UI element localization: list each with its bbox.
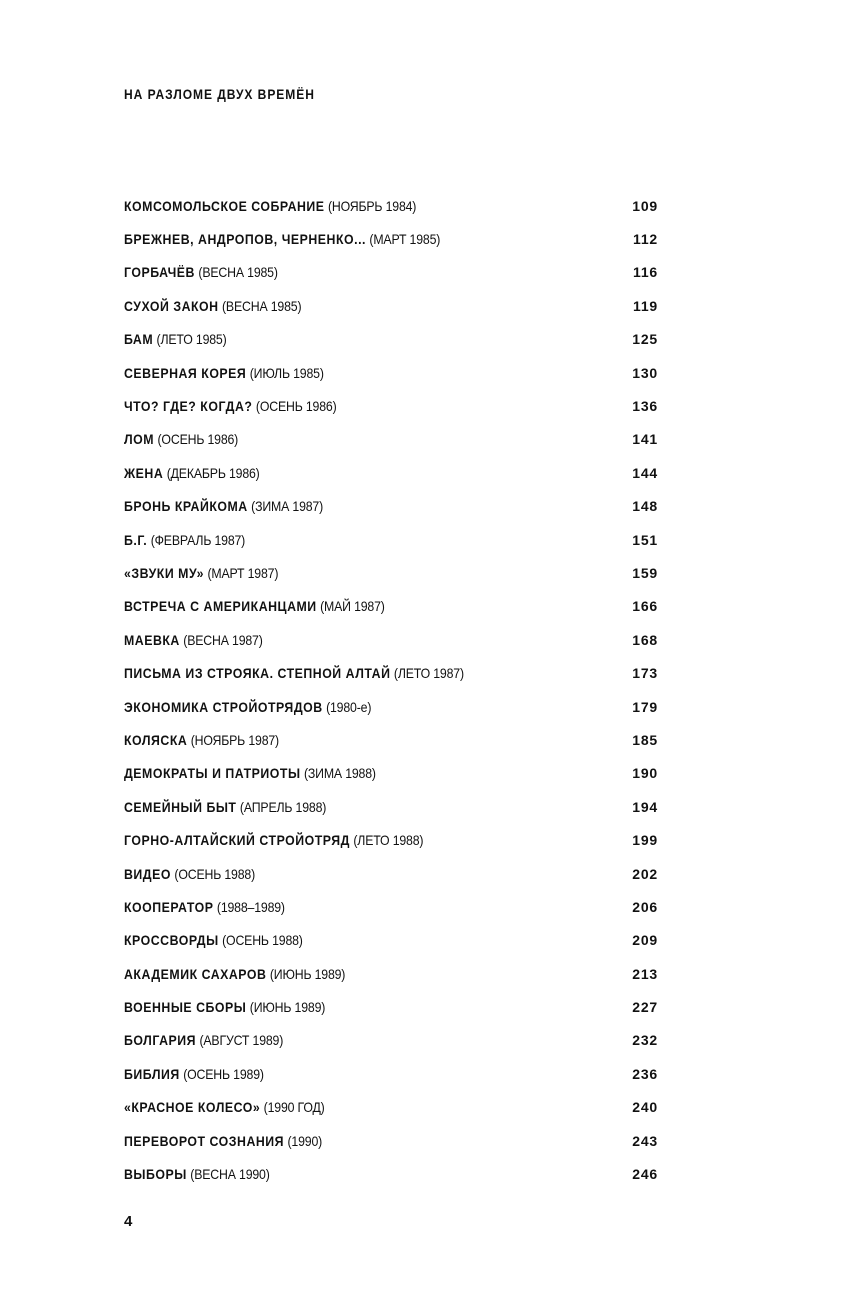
toc-entry-text <box>124 264 278 280</box>
toc-entry-title: КРОССВОРДЫ <box>124 932 219 949</box>
toc-entry <box>124 423 658 456</box>
toc-entry-page-number: 227 <box>632 999 658 1016</box>
toc-entry-page-number: 194 <box>632 798 658 815</box>
toc-entry-date: (ФЕВРАЛЬ 1987) <box>150 531 246 548</box>
toc-entry-page-number: 109 <box>632 197 658 214</box>
toc-entry-text <box>124 732 279 748</box>
toc-entry-title: КОЛЯСКА <box>124 731 188 748</box>
toc-entry-date: (ИЮНЬ 1989) <box>269 965 346 982</box>
toc-entry-text <box>124 665 464 681</box>
toc-entry-text <box>124 431 238 447</box>
toc-entry-page-number: 148 <box>632 498 658 515</box>
toc-entry <box>124 957 658 990</box>
toc-entry-page-number: 206 <box>632 898 658 915</box>
toc-entry-title: ЖЕНА <box>124 464 164 481</box>
toc-entry-title: БОЛГАРИЯ <box>124 1032 197 1049</box>
toc-entry <box>124 256 658 289</box>
toc-entry-date: (1980-е) <box>326 698 372 715</box>
toc-entry-text <box>124 966 345 982</box>
toc-entry-title: ВЫБОРЫ <box>124 1166 187 1183</box>
toc-entry-title: ГОРБАЧЁВ <box>124 264 195 281</box>
toc-entry-text <box>124 1099 325 1115</box>
toc-entry <box>124 990 658 1023</box>
toc-entry-text <box>124 365 324 381</box>
toc-entry-text <box>124 1133 322 1149</box>
toc-entry-date: (1988–1989) <box>216 898 285 915</box>
toc-entry <box>124 490 658 523</box>
toc-entry <box>124 556 658 589</box>
toc-entry-title: БРЕЖНЕВ, АНДРОПОВ, ЧЕРНЕНКО... <box>124 231 366 248</box>
toc-entry-page-number: 246 <box>632 1166 658 1183</box>
toc-entry-date: (1990 ГОД) <box>263 1099 325 1116</box>
toc-entry-date: (ЛЕТО 1985) <box>156 331 227 348</box>
toc-entry-text <box>124 999 325 1015</box>
toc-entry-date: (ЛЕТО 1987) <box>393 665 464 682</box>
toc-entry-date: (АВГУСТ 1989) <box>199 1032 284 1049</box>
toc-entry-page-number: 125 <box>632 331 658 348</box>
toc-entry-text <box>124 231 440 247</box>
toc-entry <box>124 1124 658 1157</box>
toc-entry <box>124 924 658 957</box>
toc-entry <box>124 590 658 623</box>
toc-entry-title: СУХОЙ ЗАКОН <box>124 297 219 314</box>
toc-entry-date: (1990) <box>287 1132 323 1149</box>
toc-entry-text <box>124 598 385 614</box>
toc-entry <box>124 1057 658 1090</box>
toc-entry-title: ПЕРЕВОРОТ СОЗНАНИЯ <box>124 1132 285 1149</box>
toc-entry <box>124 823 658 856</box>
toc-entry <box>124 523 658 556</box>
toc-entry-title: БРОНЬ КРАЙКОМА <box>124 498 248 515</box>
toc-entry-title: МАЕВКА <box>124 631 180 648</box>
toc-entry-text <box>124 298 301 314</box>
toc-entry-date: (ВЕСНА 1990) <box>190 1166 270 1183</box>
toc-entry-page-number: 232 <box>632 1032 658 1049</box>
toc-entry-date: (ЗИМА 1988) <box>303 765 376 782</box>
toc-entry-text <box>124 331 227 347</box>
toc-entry-title: СЕВЕРНАЯ КОРЕЯ <box>124 364 247 381</box>
toc-entry-text <box>124 866 255 882</box>
toc-entry-title: БИБЛИЯ <box>124 1065 180 1082</box>
toc-entry-text <box>124 398 337 414</box>
toc-entry-page-number: 213 <box>632 965 658 982</box>
toc-entry-page-number: 240 <box>632 1099 658 1116</box>
toc-entry <box>124 356 658 389</box>
page-number: 4 <box>124 1213 133 1230</box>
toc-entry-page-number: 190 <box>632 765 658 782</box>
toc-entry-text <box>124 832 423 848</box>
toc-entry-text <box>124 532 245 548</box>
toc-entry-title: «ЗВУКИ МУ» <box>124 564 205 581</box>
toc-entry-title: Б.Г. <box>124 531 148 548</box>
toc-entry-title: СЕМЕЙНЫЙ БЫТ <box>124 798 237 815</box>
toc-entry-page-number: 236 <box>632 1065 658 1082</box>
table-of-contents <box>124 189 658 1191</box>
toc-entry-title: ВОЕННЫЕ СБОРЫ <box>124 999 247 1016</box>
toc-entry-page-number: 130 <box>632 364 658 381</box>
toc-entry-date: (ИЮЛЬ 1985) <box>249 364 324 381</box>
toc-entry <box>124 757 658 790</box>
toc-entry-date: (МАЙ 1987) <box>320 598 385 615</box>
toc-entry-text <box>124 498 323 514</box>
toc-entry <box>124 857 658 890</box>
toc-entry-title: «КРАСНОЕ КОЛЕСО» <box>124 1099 261 1116</box>
toc-entry-page-number: 144 <box>632 464 658 481</box>
toc-entry-date: (НОЯБРЬ 1987) <box>190 731 279 748</box>
toc-entry-page-number: 168 <box>632 631 658 648</box>
toc-entry-page-number: 173 <box>632 665 658 682</box>
toc-entry <box>124 656 658 689</box>
toc-entry-title: ПИСЬМА ИЗ СТРОЯКА. СТЕПНОЙ АЛТАЙ <box>124 665 391 682</box>
toc-entry-title: АКАДЕМИК САХАРОВ <box>124 965 267 982</box>
toc-entry-page-number: 136 <box>632 398 658 415</box>
toc-entry-page-number: 116 <box>633 264 658 281</box>
toc-entry-page-number: 179 <box>632 698 658 715</box>
toc-entry <box>124 456 658 489</box>
toc-entry-date: (ИЮНЬ 1989) <box>249 999 326 1016</box>
toc-entry-title: ВСТРЕЧА С АМЕРИКАНЦАМИ <box>124 598 317 615</box>
toc-entry-date: (ЛЕТО 1988) <box>353 832 424 849</box>
toc-entry-date: (МАРТ 1985) <box>369 231 441 248</box>
toc-entry-page-number: 243 <box>632 1132 658 1149</box>
toc-entry-date: (НОЯБРЬ 1984) <box>327 197 417 214</box>
toc-entry-text <box>124 565 278 581</box>
toc-entry <box>124 289 658 322</box>
toc-entry <box>124 890 658 923</box>
toc-entry-title: ЭКОНОМИКА СТРОЙОТРЯДОВ <box>124 698 323 715</box>
toc-entry-text <box>124 1166 270 1182</box>
toc-entry-date: (МАРТ 1987) <box>207 564 279 581</box>
toc-entry-text <box>124 465 260 481</box>
toc-entry-text <box>124 699 371 715</box>
toc-entry <box>124 623 658 656</box>
toc-entry <box>124 1157 658 1190</box>
toc-entry-date: (ВЕСНА 1985) <box>222 297 302 314</box>
toc-entry <box>124 1024 658 1057</box>
toc-entry <box>124 1091 658 1124</box>
toc-entry-page-number: 112 <box>633 231 658 248</box>
toc-entry-title: ДЕМОКРАТЫ И ПАТРИОТЫ <box>124 765 301 782</box>
toc-entry-page-number: 159 <box>632 564 658 581</box>
toc-entry-date: (АПРЕЛЬ 1988) <box>239 798 327 815</box>
toc-entry-text <box>124 765 376 781</box>
toc-entry-title: ВИДЕО <box>124 865 171 882</box>
toc-entry <box>124 790 658 823</box>
toc-entry-text <box>124 1066 264 1082</box>
toc-entry-date: (ВЕСНА 1985) <box>198 264 278 281</box>
toc-entry-page-number: 199 <box>632 832 658 849</box>
toc-entry-text <box>124 932 303 948</box>
toc-entry <box>124 723 658 756</box>
toc-entry-title: ЛОМ <box>124 431 155 448</box>
toc-entry-text <box>124 899 285 915</box>
toc-entry-page-number: 202 <box>632 865 658 882</box>
section-title: НА РАЗЛОМЕ ДВУХ ВРЕМЁН <box>124 86 315 102</box>
toc-entry-title: КООПЕРАТОР <box>124 898 214 915</box>
toc-entry-text <box>124 799 326 815</box>
toc-entry-page-number: 119 <box>633 297 658 314</box>
toc-entry-title: КОМСОМОЛЬСКОЕ СОБРАНИЕ <box>124 197 325 214</box>
toc-entry-date: (ДЕКАБРЬ 1986) <box>166 464 260 481</box>
toc-entry-text <box>124 632 263 648</box>
toc-entry-date: (ОСЕНЬ 1989) <box>183 1065 264 1082</box>
toc-entry-date: (ЗИМА 1987) <box>251 498 324 515</box>
toc-entry-title: БАМ <box>124 331 154 348</box>
toc-entry <box>124 389 658 422</box>
toc-entry-date: (ОСЕНЬ 1986) <box>255 398 337 415</box>
toc-entry-page-number: 185 <box>632 731 658 748</box>
toc-entry-date: (ОСЕНЬ 1988) <box>222 932 303 949</box>
toc-entry-title: ЧТО? ГДЕ? КОГДА? <box>124 398 253 415</box>
toc-entry <box>124 690 658 723</box>
toc-entry-title: ГОРНО-АЛТАЙСКИЙ СТРОЙОТРЯД <box>124 832 350 849</box>
toc-entry-text <box>124 198 416 214</box>
toc-entry-date: (ОСЕНЬ 1986) <box>157 431 239 448</box>
toc-entry-page-number: 166 <box>632 598 658 615</box>
toc-entry <box>124 323 658 356</box>
toc-entry <box>124 189 658 222</box>
toc-entry-text <box>124 1032 283 1048</box>
toc-entry-date: (ВЕСНА 1987) <box>183 631 263 648</box>
toc-entry-page-number: 209 <box>632 932 658 949</box>
toc-entry <box>124 222 658 255</box>
toc-entry-date: (ОСЕНЬ 1988) <box>174 865 256 882</box>
toc-entry-page-number: 141 <box>632 431 658 448</box>
toc-entry-page-number: 151 <box>632 531 658 548</box>
